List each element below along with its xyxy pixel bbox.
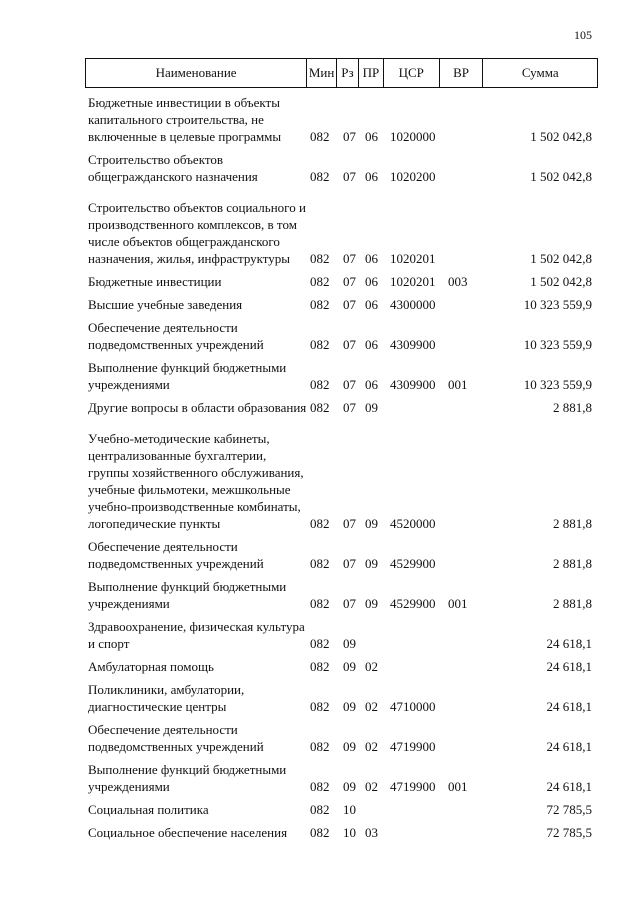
cell-name: Строительство объектов общегражданского назначения: [88, 152, 258, 184]
cell-vr: 003: [448, 274, 468, 289]
cell-rz: 09: [343, 659, 356, 674]
cell-sum: 24 618,1: [546, 739, 592, 754]
cell-name: Обеспечение деятельности подведомственных учреждений: [88, 539, 264, 571]
table-row: [85, 359, 598, 393]
cell-csr: 4529900: [390, 556, 436, 571]
cell-rz: 10: [343, 802, 356, 817]
cell-vr: 001: [448, 377, 468, 392]
cell-min: 082: [310, 251, 330, 266]
cell-name: Обеспечение деятельности подведомственных учреждений: [88, 320, 264, 352]
cell-rz: 07: [343, 169, 356, 184]
cell-pr: 06: [365, 129, 378, 144]
cell-name: Социальная политика: [88, 802, 209, 817]
header-name: Наименование: [86, 59, 307, 87]
cell-min: 082: [310, 516, 330, 531]
cell-csr: 4309900: [390, 337, 436, 352]
cell-csr: 1020201: [390, 251, 436, 266]
header-csr: ЦСР: [384, 59, 440, 87]
cell-min: 082: [310, 337, 330, 352]
cell-rz: 07: [343, 516, 356, 531]
cell-min: 082: [310, 636, 330, 651]
cell-pr: 06: [365, 337, 378, 352]
table-row: [85, 658, 598, 675]
cell-csr: 4300000: [390, 297, 436, 312]
cell-pr: 09: [365, 556, 378, 571]
cell-pr: 03: [365, 825, 378, 840]
cell-min: 082: [310, 596, 330, 611]
cell-csr: 1020000: [390, 129, 436, 144]
cell-rz: 07: [343, 251, 356, 266]
cell-sum: 24 618,1: [546, 699, 592, 714]
table-row: [85, 151, 598, 185]
cell-csr: 4309900: [390, 377, 436, 392]
cell-sum: 10 323 559,9: [523, 377, 592, 392]
header-min: Мин: [307, 59, 337, 87]
cell-pr: 02: [365, 699, 378, 714]
cell-csr: 1020201: [390, 274, 436, 289]
cell-pr: 06: [365, 251, 378, 266]
cell-min: 082: [310, 297, 330, 312]
cell-pr: 06: [365, 274, 378, 289]
header-sum: Сумма: [521, 65, 559, 80]
cell-rz: 09: [343, 739, 356, 754]
table-row: [85, 721, 598, 755]
table-row: [85, 94, 598, 145]
page-number: 105: [574, 28, 592, 42]
cell-pr: 09: [365, 596, 378, 611]
table-row: [85, 578, 598, 612]
cell-name: Выполнение функций бюджетными учреждениями: [88, 762, 287, 794]
cell-sum: 2 881,8: [553, 516, 592, 531]
cell-pr: 06: [365, 169, 378, 184]
table-row: [85, 319, 598, 353]
cell-min: 082: [310, 779, 330, 794]
cell-rz: 07: [343, 129, 356, 144]
table-header: [85, 58, 598, 88]
cell-csr: 4719900: [390, 779, 436, 794]
cell-min: 082: [310, 400, 330, 415]
cell-pr: 09: [365, 516, 378, 531]
table-row: [85, 618, 598, 652]
cell-sum: 1 502 042,8: [530, 169, 592, 184]
cell-min: 082: [310, 129, 330, 144]
cell-pr: 02: [365, 779, 378, 794]
header-vr: ВР: [440, 59, 484, 87]
cell-rz: 09: [343, 779, 356, 794]
cell-rz: 07: [343, 596, 356, 611]
table-row: [85, 399, 598, 416]
cell-sum: 72 785,5: [546, 802, 592, 817]
header-pr: ПР: [359, 59, 384, 87]
cell-name: Другие вопросы в области образования: [88, 400, 307, 415]
cell-name: Высшие учебные заведения: [88, 297, 243, 312]
cell-name: Строительство объектов социального и производственного комплексов, в том числе объектов общегражданского назначения, жилья, инфраструктуры: [88, 200, 306, 266]
cell-pr: 09: [365, 400, 378, 415]
table-body: [85, 94, 598, 841]
cell-min: 082: [310, 274, 330, 289]
cell-name: Амбулаторная помощь: [88, 659, 214, 674]
cell-min: 082: [310, 739, 330, 754]
cell-rz: 09: [343, 699, 356, 714]
cell-min: 082: [310, 377, 330, 392]
cell-rz: 10: [343, 825, 356, 840]
cell-name: Выполнение функций бюджетными учреждениями: [88, 360, 287, 392]
cell-sum: 24 618,1: [546, 779, 592, 794]
cell-sum: 1 502 042,8: [530, 274, 592, 289]
table-row: [85, 761, 598, 795]
cell-name: Поликлиники, амбулатории, диагностические центры: [88, 682, 245, 714]
cell-pr: 06: [365, 297, 378, 312]
cell-sum: 1 502 042,8: [530, 251, 592, 266]
cell-name: Бюджетные инвестиции в объекты капитального строительства, не включенные в целевые программы: [88, 95, 282, 144]
cell-vr: 001: [448, 596, 468, 611]
cell-csr: 4710000: [390, 699, 436, 714]
cell-sum: 24 618,1: [546, 636, 592, 651]
cell-pr: 02: [365, 659, 378, 674]
cell-min: 082: [310, 659, 330, 674]
cell-sum: 72 785,5: [546, 825, 592, 840]
cell-name: Социальное обеспечение населения: [88, 825, 288, 840]
cell-sum: 24 618,1: [546, 659, 592, 674]
cell-sum: 2 881,8: [553, 556, 592, 571]
cell-sum: 2 881,8: [553, 596, 592, 611]
table-row: [85, 824, 598, 841]
table-row: [85, 801, 598, 818]
cell-csr: 4529900: [390, 596, 436, 611]
cell-rz: 07: [343, 556, 356, 571]
cell-rz: 07: [343, 337, 356, 352]
cell-rz: 07: [343, 377, 356, 392]
cell-vr: 001: [448, 779, 468, 794]
cell-min: 082: [310, 699, 330, 714]
cell-name: Бюджетные инвестиции: [88, 274, 222, 289]
cell-csr: 4520000: [390, 516, 436, 531]
cell-min: 082: [310, 556, 330, 571]
cell-pr: 02: [365, 739, 378, 754]
table-row: [85, 538, 598, 572]
budget-table: [85, 58, 598, 841]
cell-rz: 09: [343, 636, 356, 651]
cell-rz: 07: [343, 297, 356, 312]
cell-min: 082: [310, 825, 330, 840]
table-row: [85, 296, 598, 313]
table-row: [85, 199, 598, 267]
cell-sum: 1 502 042,8: [530, 129, 592, 144]
cell-csr: 1020200: [390, 169, 436, 184]
cell-name: Обеспечение деятельности подведомственных учреждений: [88, 722, 264, 754]
cell-pr: 06: [365, 377, 378, 392]
cell-min: 082: [310, 802, 330, 817]
cell-min: 082: [310, 169, 330, 184]
cell-rz: 07: [343, 274, 356, 289]
cell-name: Выполнение функций бюджетными учреждениями: [88, 579, 287, 611]
cell-rz: 07: [343, 400, 356, 415]
table-row: [85, 681, 598, 715]
cell-csr: 4719900: [390, 739, 436, 754]
table-row: [85, 430, 598, 532]
cell-sum: 10 323 559,9: [523, 297, 592, 312]
cell-sum: 10 323 559,9: [523, 337, 592, 352]
cell-name: Здравоохранение, физическая культура и спорт: [88, 619, 305, 651]
header-rz: Рз: [337, 59, 359, 87]
cell-sum: 2 881,8: [553, 400, 592, 415]
table-row: [85, 273, 598, 290]
cell-name: Учебно-методические кабинеты, централизованные бухгалтерии, группы хозяйственного обслуживания, учебные фильмотеки, межшкольные учебно-производственные комбинаты, логопедические пункты: [88, 431, 304, 531]
